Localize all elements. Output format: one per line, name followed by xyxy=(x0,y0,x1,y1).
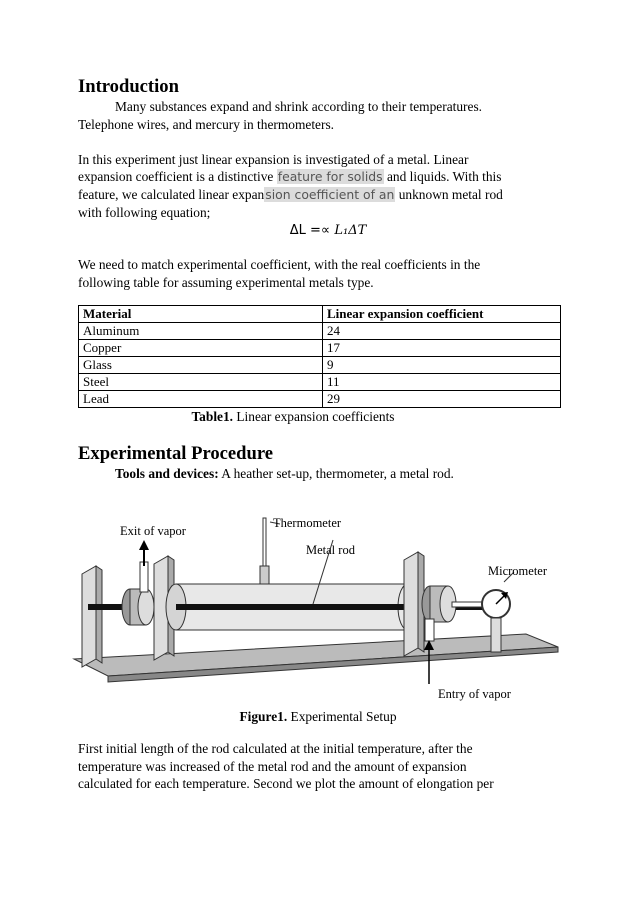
table-row xyxy=(79,340,561,357)
intro-paragraph-1-line-2: Telephone wires, and mercury in thermometers. xyxy=(78,116,334,132)
intro-paragraph-2-line-4: with following equation; xyxy=(78,204,211,220)
table-cell: Aluminum xyxy=(79,323,323,340)
table-cell: Steel xyxy=(79,374,323,391)
intro-paragraph-2-line-1: In this experiment just linear expansion is investigated of a metal. Linear xyxy=(78,151,469,167)
document-page xyxy=(78,76,558,793)
experimental-setup-figure xyxy=(68,484,568,704)
tools-line: Tools and devices: A heather set-up, thermometer, a metal rod. xyxy=(115,466,454,482)
table-row xyxy=(79,391,561,408)
intro-paragraph-2-line-2: expansion coefficient is a distinctive feature for solids and liquids. With this xyxy=(78,169,502,185)
procedure-paragraph-line-2: temperature was increased of the metal rod and the amount of expansion xyxy=(78,758,467,774)
table-cell: 9 xyxy=(323,357,561,374)
introduction-heading: Introduction xyxy=(78,76,179,97)
pasted-highlight: feature for solids xyxy=(277,169,383,185)
procedure-paragraph-line-3: calculated for each temperature. Second we plot the amount of elongation per xyxy=(78,776,494,792)
label-micrometer: Micrometer xyxy=(488,564,548,579)
table-row xyxy=(79,323,561,340)
table-cell: Lead xyxy=(79,391,323,408)
label-exit-of-vapor: Exit of vapor xyxy=(120,524,186,539)
table-header-material: Material xyxy=(79,306,323,323)
intro-paragraph-1-line-1: Many substances expand and shrink according to their temperatures. xyxy=(115,99,483,114)
table-header-row xyxy=(79,306,561,323)
table-cell: 17 xyxy=(323,340,561,357)
intro-paragraph-2-line-3: feature, we calculated linear expansion coefficient of an unknown metal rod xyxy=(78,186,503,202)
intro-paragraph-3-line-1: We need to match experimental coefficient, with the real coefficients in the xyxy=(78,257,481,273)
table-cell: Copper xyxy=(79,340,323,357)
coefficients-table xyxy=(78,305,561,408)
procedure-heading: Experimental Procedure xyxy=(78,443,274,465)
table-caption: Table1. Linear expansion coefficients xyxy=(191,409,395,425)
label-thermometer: Thermometer xyxy=(273,516,342,531)
table-header-coefficient: Linear expansion coefficient xyxy=(323,306,561,323)
expansion-equation: ΔL =∝ L₁ΔT xyxy=(289,223,367,239)
table-row xyxy=(79,374,561,391)
table-cell: 29 xyxy=(323,391,561,408)
table-row xyxy=(79,357,561,374)
intro-paragraph-3-line-2: following table for assuming experimental metals type. xyxy=(78,274,374,290)
table-cell: 11 xyxy=(323,374,561,391)
label-entry-of-vapor: Entry of vapor xyxy=(438,687,511,702)
procedure-paragraph-line-1: First initial length of the rod calculated at the initial temperature, after the xyxy=(78,740,473,756)
pasted-highlight: sion coefficient of an xyxy=(265,186,395,202)
figure-caption: Figure1. Experimental Setup xyxy=(239,709,397,725)
label-metal-rod: Metal rod xyxy=(306,543,355,558)
table-cell: Glass xyxy=(79,357,323,374)
apparatus-diagram xyxy=(68,484,568,704)
table-cell: 24 xyxy=(323,323,561,340)
